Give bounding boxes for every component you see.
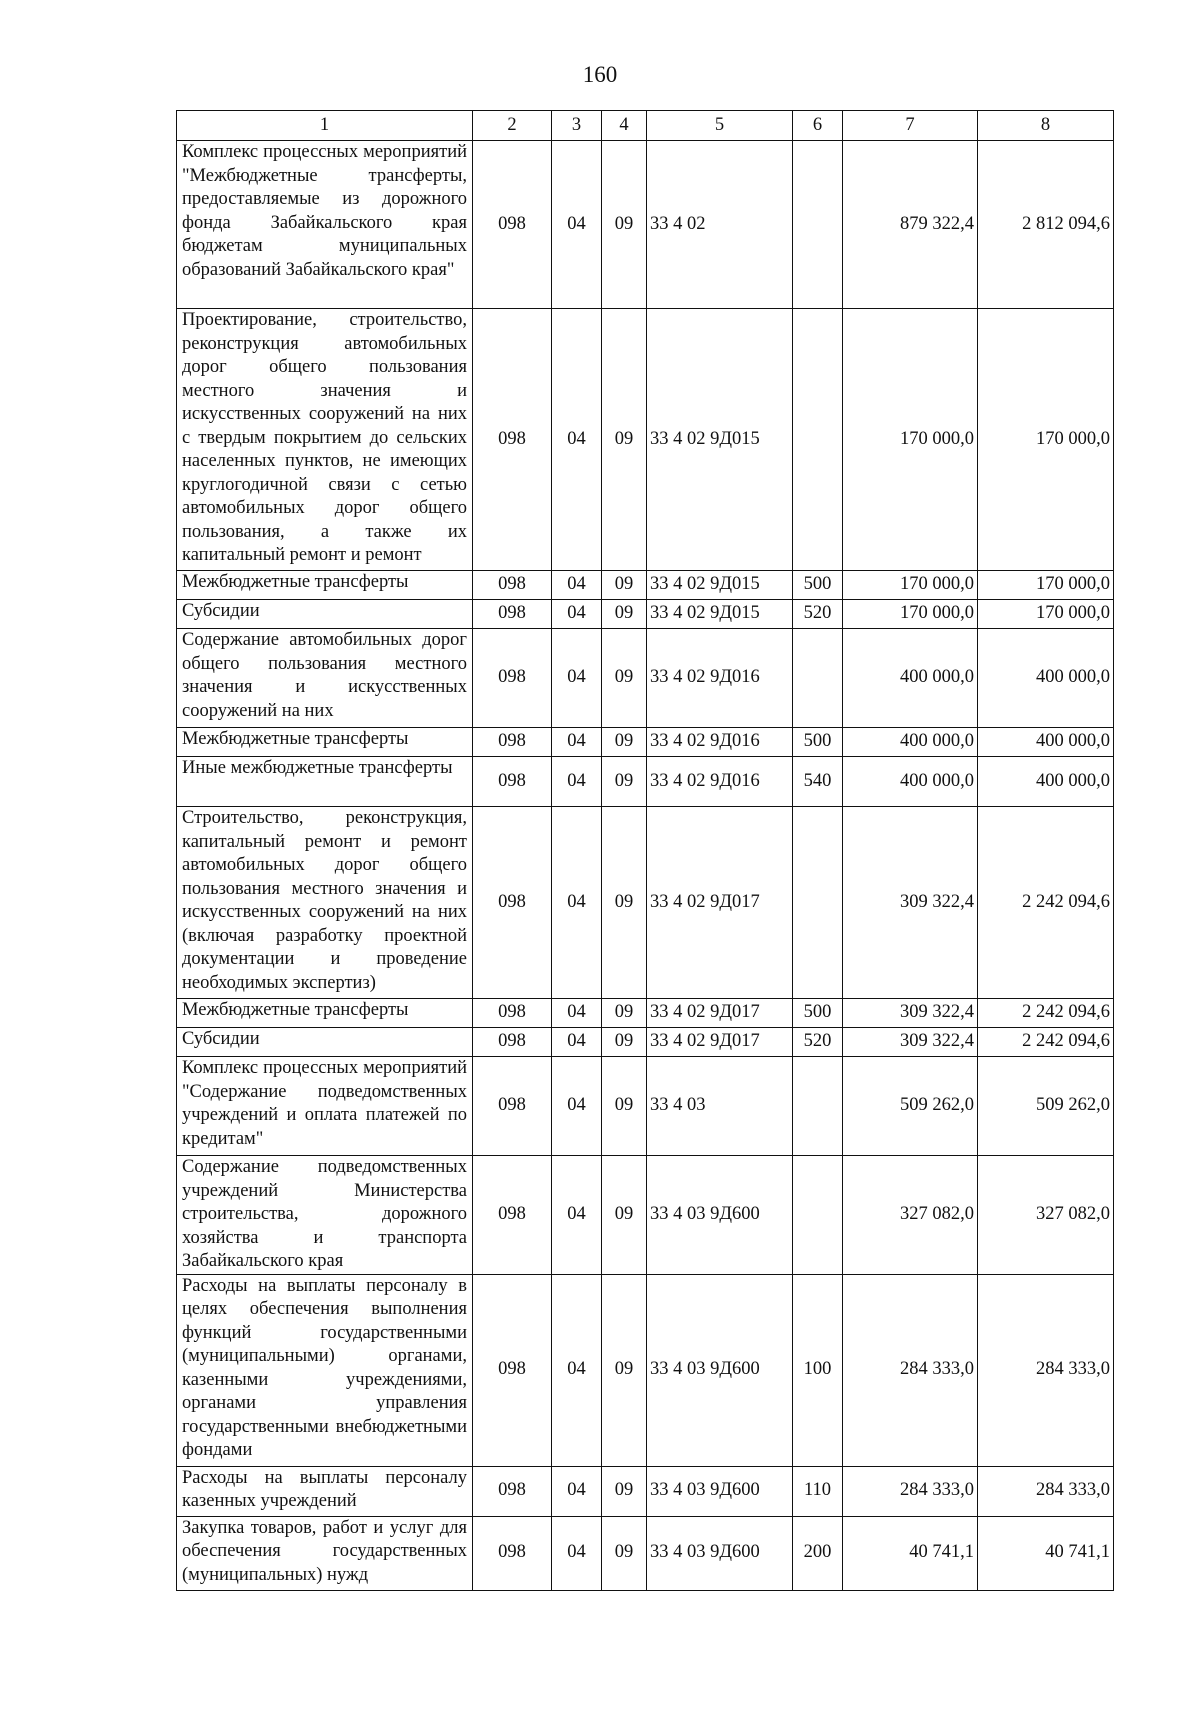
column-header: 6	[793, 111, 843, 141]
cell-expense-type: 110	[793, 1466, 843, 1516]
page-number: 160	[582, 62, 618, 87]
cell-expense-type	[793, 141, 843, 309]
row-name: Проектирование, строительство, реконструкция автомобильных дорог общего пользования местного значения и искусственных сооружений на них с твердым покрытием до сельских населенных пунктов, не имеющих круглогодичной связи с сетью автомобильных дорог общего пользования, а также их капитальный ремонт и ремонт	[177, 309, 473, 571]
row-name: Комплекс процессных мероприятий "Содержание подведомственных учреждений и оплата платежей по кредитам"	[177, 1057, 473, 1156]
cell-grbs: 098	[473, 757, 552, 807]
cell-section: 04	[552, 807, 602, 999]
row-name: Содержание подведомственных учреждений Министерства строительства, дорожного хозяйства и транспорта Забайкальского края	[177, 1156, 473, 1275]
column-header: 7	[843, 111, 978, 141]
cell-subsection: 09	[602, 600, 647, 629]
cell-expense-type: 200	[793, 1516, 843, 1590]
table-row	[177, 1057, 1114, 1156]
cell-target-article: 33 4 03 9Д600	[647, 1466, 793, 1516]
cell-grbs: 098	[473, 571, 552, 600]
row-name: Расходы на выплаты персоналу в целях обеспечения выполнения функций государственными (муниципальными) органами, казенными учреждениями, органами управления государственными внебюджетными фондами	[177, 1274, 473, 1466]
cell-expense-type: 100	[793, 1274, 843, 1466]
cell-amount-year-1: 400 000,0	[843, 728, 978, 757]
cell-amount-year-1: 327 082,0	[843, 1156, 978, 1275]
cell-amount-year-1: 170 000,0	[843, 571, 978, 600]
cell-expense-type: 520	[793, 1028, 843, 1057]
cell-amount-year-2: 170 000,0	[978, 309, 1114, 571]
cell-section: 04	[552, 1274, 602, 1466]
cell-expense-type: 500	[793, 999, 843, 1028]
row-name: Содержание автомобильных дорог общего пользования местного значения и искусственных сооружений на них	[177, 629, 473, 728]
cell-amount-year-1: 309 322,4	[843, 999, 978, 1028]
cell-grbs: 098	[473, 600, 552, 629]
cell-target-article: 33 4 02 9Д017	[647, 999, 793, 1028]
cell-expense-type	[793, 1057, 843, 1156]
cell-subsection: 09	[602, 1466, 647, 1516]
cell-target-article: 33 4 03 9Д600	[647, 1156, 793, 1275]
row-name: Межбюджетные трансферты	[177, 571, 473, 600]
cell-expense-type	[793, 807, 843, 999]
table-row	[177, 807, 1114, 999]
cell-grbs: 098	[473, 1516, 552, 1590]
cell-target-article: 33 4 02 9Д016	[647, 757, 793, 807]
cell-grbs: 098	[473, 1028, 552, 1057]
column-header: 4	[602, 111, 647, 141]
column-header: 5	[647, 111, 793, 141]
cell-grbs: 098	[473, 1057, 552, 1156]
cell-amount-year-2: 400 000,0	[978, 728, 1114, 757]
cell-amount-year-2: 400 000,0	[978, 629, 1114, 728]
cell-amount-year-2: 170 000,0	[978, 571, 1114, 600]
cell-subsection: 09	[602, 571, 647, 600]
column-number-row	[177, 111, 1114, 141]
cell-expense-type: 540	[793, 757, 843, 807]
cell-section: 04	[552, 1466, 602, 1516]
cell-section: 04	[552, 757, 602, 807]
cell-grbs: 098	[473, 728, 552, 757]
cell-grbs: 098	[473, 1466, 552, 1516]
cell-amount-year-1: 40 741,1	[843, 1516, 978, 1590]
cell-subsection: 09	[602, 1028, 647, 1057]
cell-amount-year-2: 2 242 094,6	[978, 807, 1114, 999]
cell-amount-year-1: 400 000,0	[843, 629, 978, 728]
cell-amount-year-1: 170 000,0	[843, 309, 978, 571]
cell-section: 04	[552, 600, 602, 629]
cell-amount-year-2: 327 082,0	[978, 1156, 1114, 1275]
cell-section: 04	[552, 141, 602, 309]
cell-amount-year-2: 2 242 094,6	[978, 999, 1114, 1028]
column-header: 3	[552, 111, 602, 141]
cell-subsection: 09	[602, 1057, 647, 1156]
cell-amount-year-1: 309 322,4	[843, 807, 978, 999]
cell-target-article: 33 4 03	[647, 1057, 793, 1156]
cell-amount-year-2: 509 262,0	[978, 1057, 1114, 1156]
table-row	[177, 999, 1114, 1028]
cell-grbs: 098	[473, 309, 552, 571]
cell-grbs: 098	[473, 141, 552, 309]
cell-amount-year-1: 509 262,0	[843, 1057, 978, 1156]
cell-target-article: 33 4 03 9Д600	[647, 1516, 793, 1590]
table-row	[177, 1156, 1114, 1275]
table-row	[177, 571, 1114, 600]
cell-target-article: 33 4 02 9Д015	[647, 600, 793, 629]
cell-subsection: 09	[602, 141, 647, 309]
cell-grbs: 098	[473, 999, 552, 1028]
cell-subsection: 09	[602, 309, 647, 571]
cell-section: 04	[552, 728, 602, 757]
cell-subsection: 09	[602, 1516, 647, 1590]
table-row	[177, 1466, 1114, 1516]
cell-target-article: 33 4 02 9Д017	[647, 1028, 793, 1057]
cell-subsection: 09	[602, 757, 647, 807]
table-row	[177, 600, 1114, 629]
row-name: Иные межбюджетные трансферты	[177, 757, 473, 807]
row-name: Комплекс процессных мероприятий "Межбюджетные трансферты, предоставляемые из дорожного фонда Забайкальского края бюджетам муниципальных образований Забайкальского края"	[177, 141, 473, 309]
cell-grbs: 098	[473, 1274, 552, 1466]
table-row	[177, 1274, 1114, 1466]
cell-section: 04	[552, 571, 602, 600]
cell-target-article: 33 4 02 9Д017	[647, 807, 793, 999]
column-header: 1	[177, 111, 473, 141]
budget-table	[176, 110, 1114, 1591]
cell-expense-type	[793, 309, 843, 571]
cell-expense-type	[793, 1156, 843, 1275]
cell-subsection: 09	[602, 1156, 647, 1275]
cell-grbs: 098	[473, 1156, 552, 1275]
cell-section: 04	[552, 1028, 602, 1057]
cell-amount-year-2: 400 000,0	[978, 757, 1114, 807]
table-row	[177, 1028, 1114, 1057]
row-name: Строительство, реконструкция, капитальный ремонт и ремонт автомобильных дорог общего пользования местного значения и искусственных сооружений на них (включая разработку проектной документации и проведение необходимых экспертиз)	[177, 807, 473, 999]
row-name: Межбюджетные трансферты	[177, 999, 473, 1028]
cell-amount-year-2: 170 000,0	[978, 600, 1114, 629]
cell-subsection: 09	[602, 999, 647, 1028]
cell-expense-type: 500	[793, 571, 843, 600]
cell-amount-year-1: 284 333,0	[843, 1466, 978, 1516]
row-name: Закупка товаров, работ и услуг для обеспечения государственных (муниципальных) нужд	[177, 1516, 473, 1590]
cell-target-article: 33 4 03 9Д600	[647, 1274, 793, 1466]
cell-amount-year-2: 2 812 094,6	[978, 141, 1114, 309]
table-row	[177, 728, 1114, 757]
cell-amount-year-2: 40 741,1	[978, 1516, 1114, 1590]
cell-target-article: 33 4 02 9Д015	[647, 571, 793, 600]
cell-amount-year-1: 400 000,0	[843, 757, 978, 807]
cell-amount-year-2: 2 242 094,6	[978, 1028, 1114, 1057]
table-row	[177, 629, 1114, 728]
cell-section: 04	[552, 1156, 602, 1275]
cell-subsection: 09	[602, 1274, 647, 1466]
table-row	[177, 1516, 1114, 1590]
cell-expense-type: 500	[793, 728, 843, 757]
cell-section: 04	[552, 309, 602, 571]
cell-target-article: 33 4 02 9Д016	[647, 728, 793, 757]
cell-grbs: 098	[473, 629, 552, 728]
row-name: Расходы на выплаты персоналу казенных учреждений	[177, 1466, 473, 1516]
cell-amount-year-2: 284 333,0	[978, 1274, 1114, 1466]
column-header: 8	[978, 111, 1114, 141]
column-header: 2	[473, 111, 552, 141]
cell-expense-type	[793, 629, 843, 728]
row-name: Межбюджетные трансферты	[177, 728, 473, 757]
cell-section: 04	[552, 629, 602, 728]
cell-subsection: 09	[602, 728, 647, 757]
cell-amount-year-1: 170 000,0	[843, 600, 978, 629]
cell-subsection: 09	[602, 807, 647, 999]
table-row	[177, 141, 1114, 309]
cell-grbs: 098	[473, 807, 552, 999]
cell-section: 04	[552, 1057, 602, 1156]
cell-section: 04	[552, 999, 602, 1028]
cell-amount-year-1: 309 322,4	[843, 1028, 978, 1057]
cell-target-article: 33 4 02	[647, 141, 793, 309]
cell-expense-type: 520	[793, 600, 843, 629]
cell-amount-year-1: 879 322,4	[843, 141, 978, 309]
cell-target-article: 33 4 02 9Д015	[647, 309, 793, 571]
cell-section: 04	[552, 1516, 602, 1590]
cell-amount-year-1: 284 333,0	[843, 1274, 978, 1466]
table-row	[177, 757, 1114, 807]
cell-subsection: 09	[602, 629, 647, 728]
cell-target-article: 33 4 02 9Д016	[647, 629, 793, 728]
row-name: Субсидии	[177, 600, 473, 629]
row-name: Субсидии	[177, 1028, 473, 1057]
cell-amount-year-2: 284 333,0	[978, 1466, 1114, 1516]
table-row	[177, 309, 1114, 571]
